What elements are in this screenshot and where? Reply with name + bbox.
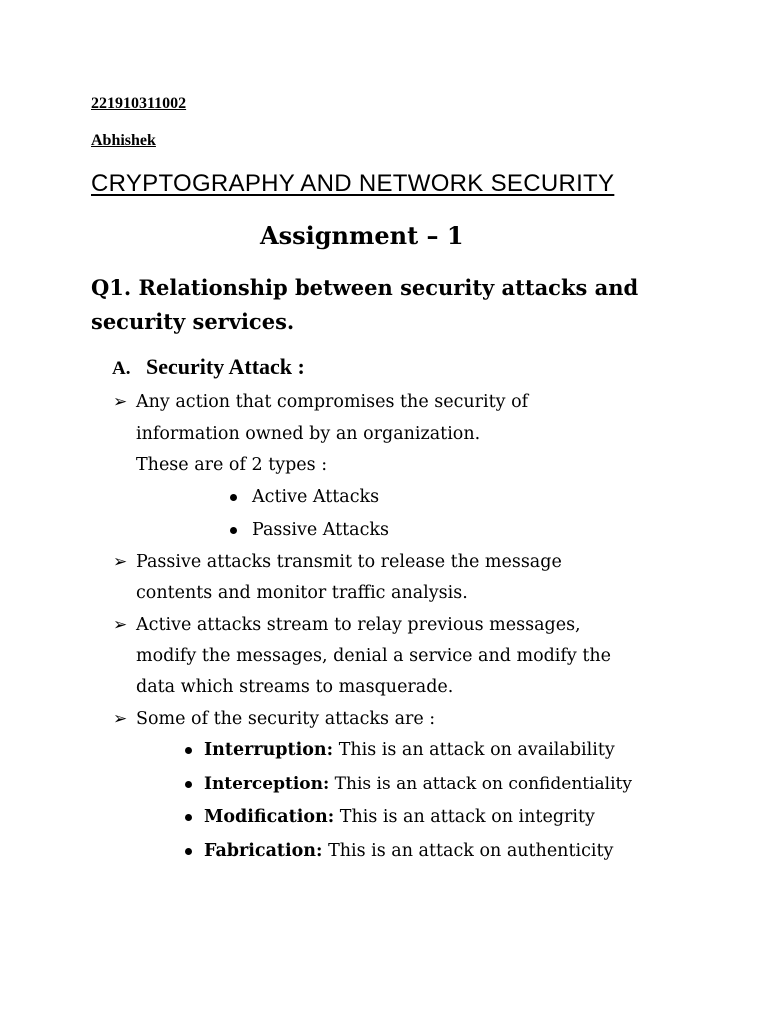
section-a-heading: [112, 354, 305, 380]
arrow-bullet-icon: ➢: [113, 615, 128, 635]
section-letter: A.: [112, 358, 131, 379]
point-3-line-3: data which streams to masquerade.: [136, 677, 454, 697]
question-heading: [91, 271, 671, 339]
attack-term: Interception:: [204, 774, 330, 794]
student-name: Abhishek: [91, 132, 156, 149]
question-line-2: security services.: [91, 309, 295, 334]
attack-item-interruption: [204, 734, 615, 766]
type-item-active: Active Attacks: [252, 487, 380, 507]
type-item-passive: Passive Attacks: [252, 520, 390, 540]
attack-desc: This is an attack on integrity: [334, 807, 595, 827]
point-1-line-1: Any action that compromises the security of: [136, 392, 529, 412]
course-title: CRYPTOGRAPHY AND NETWORK SECURITY: [91, 170, 615, 197]
attack-term: Fabrication:: [204, 841, 323, 861]
arrow-bullet-icon: ➢: [113, 709, 128, 729]
question-line-1: Q1. Relationship between security attacks and: [91, 275, 639, 300]
attack-desc: This is an attack on availability: [333, 740, 615, 760]
point-1-line-3: These are of 2 types :: [136, 455, 328, 475]
attack-item-modification: [204, 801, 595, 833]
point-4-line-1: Some of the security attacks are :: [136, 709, 436, 729]
bullet-icon: [185, 848, 192, 855]
bullet-icon: [230, 527, 237, 534]
arrow-bullet-icon: ➢: [113, 392, 128, 412]
attack-item-fabrication: [204, 835, 613, 867]
assignment-title: Assignment – 1: [260, 221, 464, 250]
bullet-icon: [185, 781, 192, 788]
point-2-line-2: contents and monitor traffic analysis.: [136, 583, 468, 603]
arrow-bullet-icon: ➢: [113, 552, 128, 572]
section-title: Security Attack :: [146, 354, 305, 379]
attack-term: Interruption:: [204, 740, 334, 760]
point-3-line-1: Active attacks stream to relay previous messages,: [136, 615, 581, 635]
bullet-icon: [185, 747, 192, 754]
attack-desc: This is an attack on confidentiality: [329, 774, 632, 794]
attack-desc: This is an attack on authenticity: [322, 841, 614, 861]
attack-item-interception: [204, 768, 632, 800]
roll-number: 221910311002: [91, 95, 187, 112]
attack-term: Modification:: [204, 807, 335, 827]
bullet-icon: [185, 814, 192, 821]
bullet-icon: [230, 494, 237, 501]
point-3-line-2: modify the messages, denial a service and modify the: [136, 646, 611, 666]
point-2-line-1: Passive attacks transmit to release the message: [136, 552, 562, 572]
point-1-line-2: information owned by an organization.: [136, 424, 481, 444]
